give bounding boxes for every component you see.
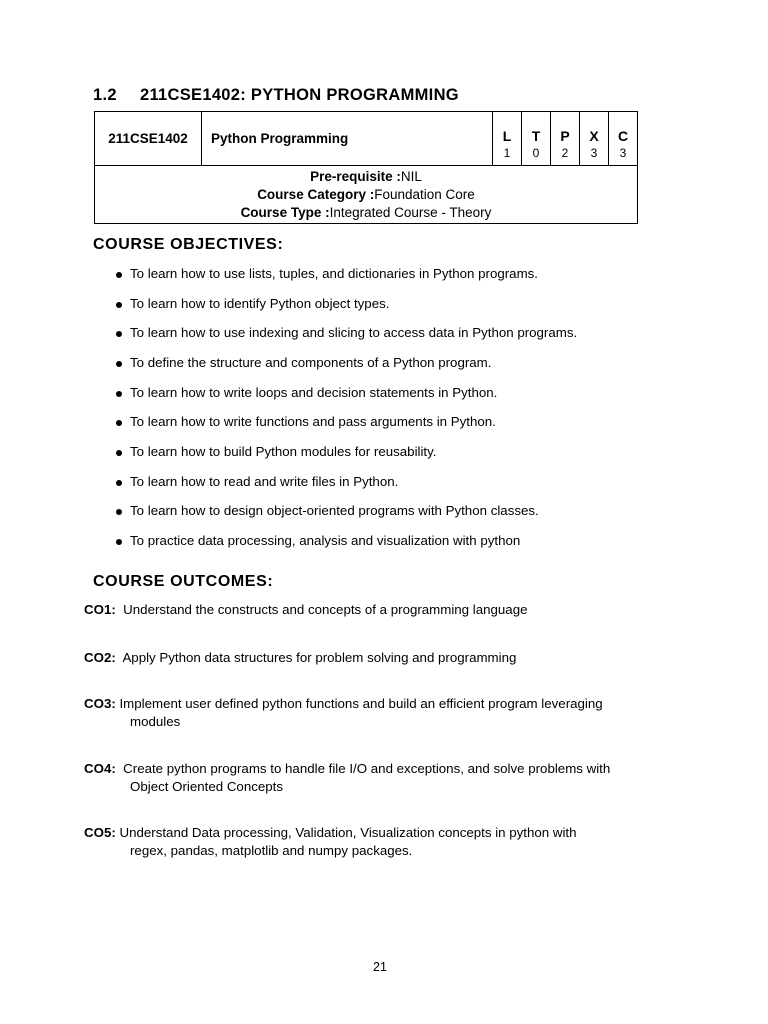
course-type-value: Integrated Course - Theory [329, 205, 492, 220]
credit-l-value: 1 [503, 146, 511, 160]
list-item: To learn how to identify Python object types. [116, 296, 389, 311]
bullet-icon [116, 272, 122, 278]
objectives-title: COURSE OBJECTIVES: [93, 236, 284, 253]
list-item: To learn how to write loops and decision statements in Python. [116, 385, 497, 400]
credit-t-value: 0 [532, 146, 540, 160]
bullet-icon [116, 509, 122, 515]
prerequisite-line [95, 168, 637, 186]
section-title: 211CSE1402: PYTHON PROGRAMMING [140, 86, 459, 104]
outcome-tag: CO3: [84, 696, 116, 711]
bullet-icon [116, 391, 122, 397]
outcome-tag: CO1: [84, 602, 116, 617]
outcome-item-co1 [84, 601, 684, 619]
credit-l-label: L [502, 128, 512, 144]
bullet-icon [116, 539, 122, 545]
list-item: To learn how to use lists, tuples, and dictionaries in Python programs. [116, 266, 538, 281]
outcome-text-continued: modules [130, 714, 181, 729]
credit-x-label: X [589, 128, 599, 144]
prerequisite-value: NIL [400, 169, 422, 184]
credit-t-label: T [531, 128, 541, 144]
category-line [95, 186, 637, 204]
course-details-cell [95, 166, 638, 224]
outcome-item-co4 [84, 760, 684, 796]
category-label: Course Category : [257, 187, 375, 202]
credit-c-cell [609, 112, 638, 166]
list-item: To learn how to use indexing and slicing to access data in Python programs. [116, 325, 577, 340]
course-type-line [95, 204, 637, 222]
outcome-item-co5 [84, 824, 684, 860]
bullet-icon [116, 480, 122, 486]
credit-p-value: 2 [561, 146, 569, 160]
section-heading [93, 86, 459, 105]
outcome-tag: CO5: [84, 825, 116, 840]
bullet-icon [116, 302, 122, 308]
list-item: To define the structure and components of a Python program. [116, 355, 491, 370]
outcome-text-continued: regex, pandas, matplotlib and numpy packages. [130, 843, 413, 858]
credit-c-value: 3 [619, 146, 627, 160]
course-name-cell: Python Programming [202, 112, 493, 166]
course-header-row [95, 112, 638, 166]
course-type-label: Course Type : [240, 205, 330, 220]
list-item: To practice data processing, analysis and visualization with python [116, 533, 520, 548]
outcome-item-co2 [84, 649, 684, 667]
outcome-text: Understand Data processing, Validation, Visualization concepts in python with [119, 825, 577, 840]
credit-x-value: 3 [590, 146, 598, 160]
course-details-row [95, 166, 638, 224]
bullet-icon [116, 331, 122, 337]
outcome-tag: CO4: [84, 761, 116, 776]
course-code-cell: 211CSE1402 [95, 112, 202, 166]
section-number: 1.2 [93, 86, 117, 104]
outcome-text: Implement user defined python functions and build an efficient program leveraging [119, 696, 603, 711]
course-info-table [94, 111, 638, 224]
credit-l-cell [493, 112, 522, 166]
credit-p-label: P [560, 128, 570, 144]
outcome-text: Create python programs to handle file I/O and exceptions, and solve problems with [123, 761, 611, 776]
outcome-text: Apply Python data structures for problem solving and programming [122, 650, 517, 665]
bullet-icon [116, 361, 122, 367]
outcomes-title: COURSE OUTCOMES: [93, 573, 274, 590]
credit-p-cell [551, 112, 580, 166]
credit-c-label: C [617, 128, 629, 144]
list-item: To learn how to read and write files in Python. [116, 474, 398, 489]
category-value: Foundation Core [374, 187, 475, 202]
bullet-icon [116, 450, 122, 456]
bullet-icon [116, 420, 122, 426]
list-item: To learn how to design object-oriented programs with Python classes. [116, 503, 539, 518]
credit-x-cell [580, 112, 609, 166]
outcome-text: Understand the constructs and concepts of a programming language [123, 602, 528, 617]
list-item: To learn how to build Python modules for reusability. [116, 444, 436, 459]
list-item: To learn how to write functions and pass arguments in Python. [116, 414, 496, 429]
page-number: 21 [373, 960, 387, 974]
outcome-text-continued: Object Oriented Concepts [130, 779, 283, 794]
outcome-tag: CO2: [84, 650, 116, 665]
outcome-item-co3 [84, 695, 684, 731]
credit-t-cell [522, 112, 551, 166]
prerequisite-label: Pre-requisite : [310, 169, 401, 184]
